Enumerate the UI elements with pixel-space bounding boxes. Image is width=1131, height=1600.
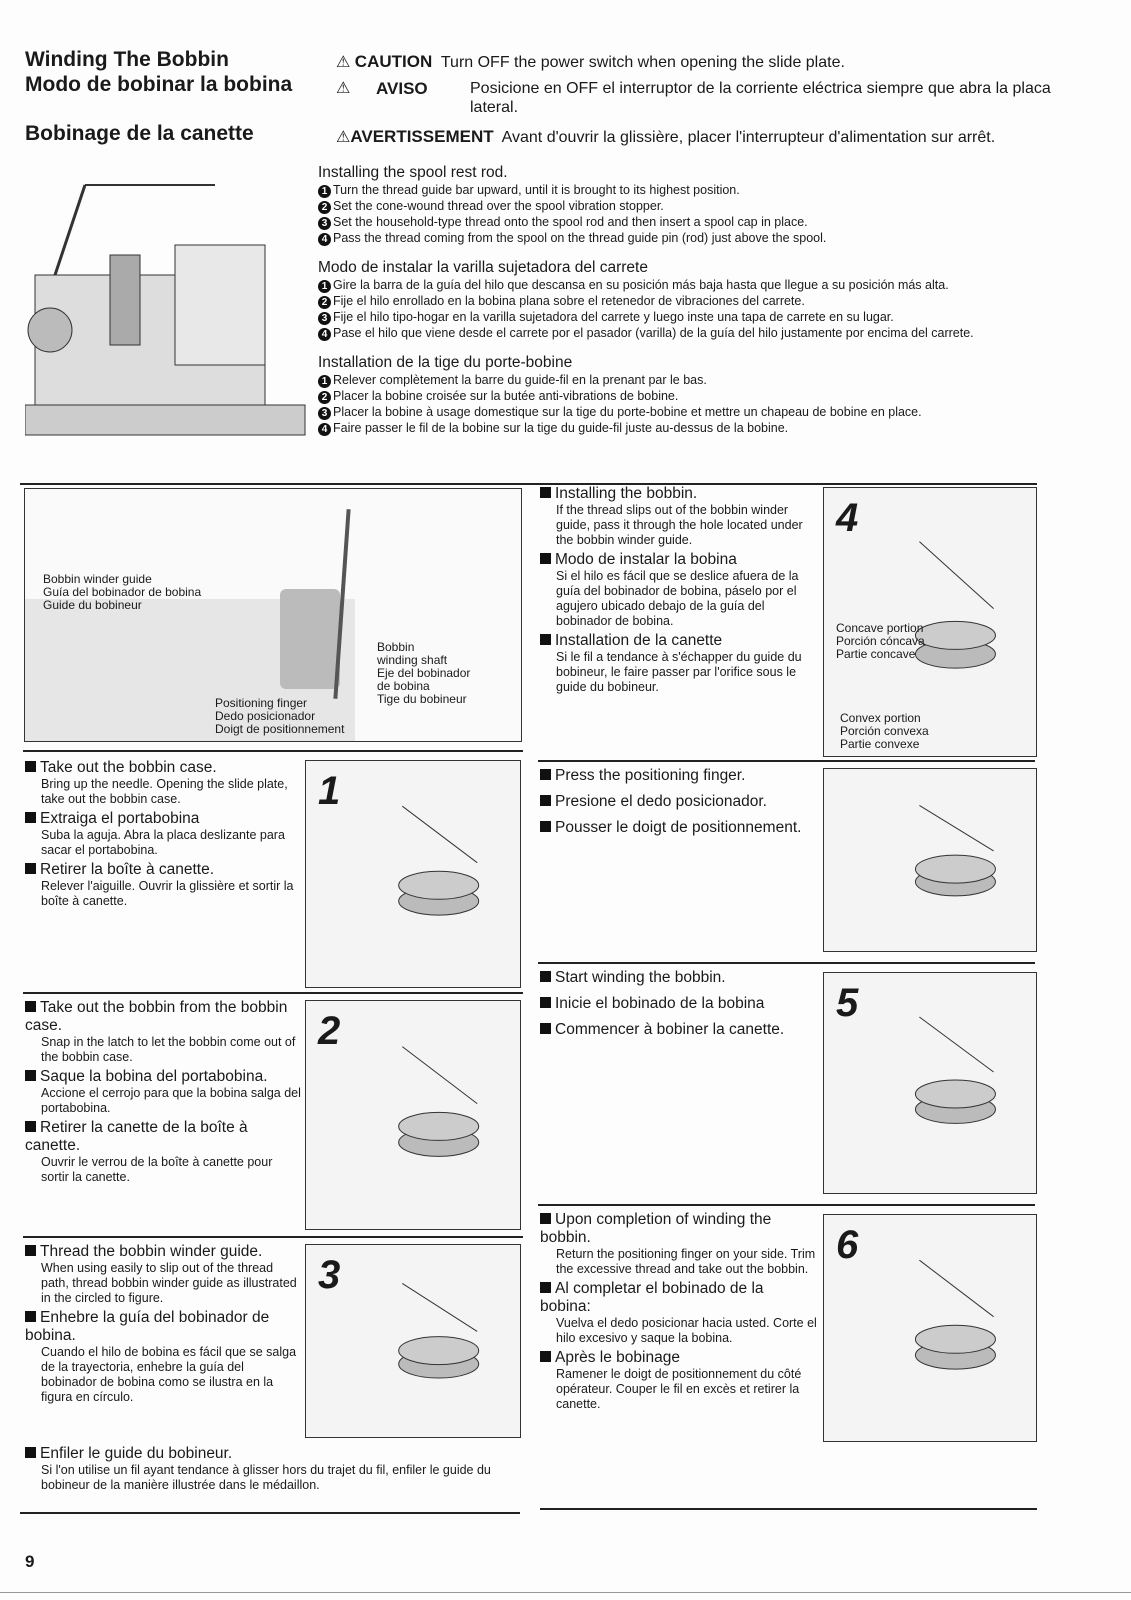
instruction-heading: Inicie el bobinado de la bobina [540,995,818,1013]
step-number-icon: 1 [318,375,331,388]
figure-step-number: 6 [836,1223,859,1267]
label-concave: Concave portion Porción cóncava Partie concave [836,621,925,661]
step-number-icon: 2 [318,391,331,404]
divider [20,1512,520,1514]
label-winding-shaft: Bobbin winding shaft Eje del bobinador de bobina Tige du bobineur [377,640,471,706]
instruction-section [540,482,818,697]
spool-step: 4 Pass the thread coming from the spool on the thread guide pin (rod) just above the spool. [318,230,1078,246]
step-figure [305,1244,521,1438]
spool-step: 2 Set the cone-wound thread over the spool vibration stopper. [318,198,1078,214]
step-number-icon: 1 [318,280,331,293]
instruction-heading: Al completar el bobinado de la bobina: [540,1280,818,1316]
instruction-heading: Enhebre la guía del bobinador de bobina. [25,1309,301,1345]
instruction-body: Si el hilo es fácil que se deslice afuera de la guía del bobinador de bobina, páselo por el agujero ubicado debajo de la guía del bobinador de bobina. [556,569,799,628]
instruction-item [540,767,818,785]
label-convex: Convex portion Porción convexa Partie convexe [840,711,929,751]
spool-block [318,258,1078,341]
instruction-body: Vuelva el dedo posicionar hacia usted. Corte el hilo excesivo y saque la bobina. [556,1316,817,1345]
instruction-item [540,995,818,1013]
instruction-item [540,1349,818,1412]
instruction-section [25,996,301,1187]
caution-en: ⚠ CAUTION Turn OFF the power switch when opening the slide plate. [336,52,845,71]
instruction-body: Si l'on utilise un fil ayant tendance à glisser hors du trajet du fil, enfiler le guide du bobineur de la manière illustrée dans le médaillon. [41,1463,491,1492]
step-number-icon: 2 [318,296,331,309]
instruction-heading: Retirer la canette de la boîte à canette. [25,1119,301,1155]
instruction-heading: Enfiler le guide du bobineur. [25,1445,520,1463]
instruction-heading: Thread the bobbin winder guide. [25,1243,301,1261]
instruction-item [25,1119,301,1185]
instruction-heading: Saque la bobina del portabobina. [25,1068,301,1086]
step-figure [823,487,1037,757]
instruction-section [540,1208,818,1414]
warning-icon: ⚠ [336,129,351,146]
figure-step-number: 5 [836,981,859,1025]
caution-fr: ⚠AVERTISSEMENT Avant d'ouvrir la glissière, placer l'interrupteur d'alimentation sur arrêt. [336,127,996,146]
instruction-heading: Retirer la boîte à canette. [25,861,301,879]
instruction-item [540,551,818,629]
divider [23,1236,523,1238]
spool-step: 4 Faire passer le fil de la bobine sur la tige du guide-fil juste au-dessus de la bobine. [318,420,1078,436]
spool-step: 2 Fije el hilo enrollado en la bobina plana sobre el retenedor de vibraciones del carrete. [318,293,1078,309]
instruction-body: Ouvrir le verrou de la boîte à canette pour sortir la canette. [41,1155,273,1184]
step-number-icon: 3 [318,407,331,420]
spool-block-title: Installation de la tige du porte-bobine [318,354,573,371]
instruction-item [25,810,301,858]
figure-step-number: 3 [318,1253,341,1297]
instruction-item [25,759,301,807]
instruction-section-wide [25,1442,520,1495]
instruction-item [540,1280,818,1346]
instruction-heading: Upon completion of winding the bobbin. [540,1211,818,1247]
instruction-section [540,966,818,1047]
spool-instructions [318,155,1078,436]
divider [540,1508,1037,1510]
instruction-heading: Installing the bobbin. [540,485,818,503]
step-number-icon: 4 [318,233,331,246]
step-number-icon: 3 [318,312,331,325]
instruction-item [540,969,818,987]
instruction-heading: Pousser le doigt de positionnement. [540,819,818,837]
instruction-body: Accione el cerrojo para que la bobina salga del portabobina. [41,1086,301,1115]
instruction-body: Suba la aguja. Abra la placa deslizante para sacar el portabobina. [41,828,285,857]
scan-edge [0,1592,1131,1593]
instruction-body: If the thread slips out of the bobbin winder guide, pass it through the hole located under the bobbin winder guide. [556,503,803,547]
spool-step: 1 Relever complètement la barre du guide-fil en la prenant par le bas. [318,372,1078,388]
figure-step-number: 4 [836,496,859,540]
instruction-item [25,1445,520,1493]
title-es: Modo de bobinar la bobina [25,73,293,96]
figure-step-number: 2 [318,1009,341,1053]
step-figure [823,972,1037,1194]
step-figure [305,1000,521,1230]
warning-icon: ⚠ [336,54,351,71]
divider [20,483,1037,485]
instruction-body: Return the positioning finger on your side. Trim the excessive thread and take out the bobbin. [556,1247,816,1276]
sewing-machine-illustration [25,165,310,455]
step-number-icon: 1 [318,185,331,198]
step-number-icon: 3 [318,217,331,230]
step-figure [823,1214,1037,1442]
step-number-icon: 4 [318,328,331,341]
warning-icon: ⚠ [336,80,351,97]
step-number-icon: 2 [318,201,331,214]
instruction-heading: Installation de la canette [540,632,818,650]
spool-step: 2 Placer la bobine croisée sur la butée anti-vibrations de bobine. [318,388,1078,404]
instruction-item [540,632,818,695]
instruction-body: Relever l'aiguille. Ouvrir la glissière et sortir la boîte à canette. [41,879,294,908]
divider [538,1204,1035,1206]
instruction-item [540,819,818,837]
spool-step: 3 Fije el hilo tipo-hogar en la varilla sujetadora del carrete y luego inste una tapa de carrete en su lugar. [318,309,1078,325]
instruction-body: Cuando el hilo de bobina es fácil que se salga de la trayectoria, enhebre la guía del bobinador de bobina como se ilustra en la figura en círculo. [41,1345,297,1404]
spool-step: 3 Set the household-type thread onto the spool rod and then insert a spool cap in place. [318,214,1078,230]
instruction-heading: Press the positioning finger. [540,767,818,785]
spool-block-title: Installing the spool rest rod. [318,164,508,181]
instruction-section [25,756,301,911]
instruction-item [540,793,818,811]
spool-block-title: Modo de instalar la varilla sujetadora del carrete [318,259,648,276]
spool-step: 1 Turn the thread guide bar upward, until it is brought to its highest position. [318,182,1078,198]
instruction-body: Ramener le doigt de positionnement du côté opérateur. Couper le fil en excès et retirer la canette. [556,1367,802,1411]
caution-es: ⚠ AVISO Posicione en OFF el interruptor de la corriente eléctrica siempre que abra la placa lateral. [336,79,1051,116]
instruction-heading: Take out the bobbin from the bobbin case. [25,999,301,1035]
instruction-body: Bring up the needle. Opening the slide plate, take out the bobbin case. [41,777,288,806]
instruction-body: Snap in the latch to let the bobbin come out of the bobbin case. [41,1035,296,1064]
spool-block [318,353,1078,436]
instruction-heading: Start winding the bobbin. [540,969,818,987]
divider [538,760,1035,762]
instruction-section [540,764,818,845]
spool-step: 1 Gire la barra de la guía del hilo que descansa en su posición más baja hasta que llegue a su posición más alta. [318,277,1078,293]
bobbin-illustration [824,769,1036,951]
spool-step: 4 Pase el hilo que viene desde el carrete por el pasador (varilla) de la guía del hilo justamente por encima del carrete. [318,325,1078,341]
instruction-heading: Extraiga el portabobina [25,810,301,828]
instruction-heading: Commencer à bobiner la canette. [540,1021,818,1039]
instruction-item [540,485,818,548]
spool-block [318,163,1078,246]
label-winder-guide: Bobbin winder guide Guía del bobinador de bobina Guide du bobineur [43,572,202,612]
instruction-item [540,1021,818,1039]
instruction-body: When using easily to slip out of the thread path, thread bobbin winder guide as illustrated in the circled to figure. [41,1261,297,1305]
label-positioning-finger: Positioning finger Dedo posicionador Doigt de positionnement [215,696,345,736]
instruction-heading: Modo de instalar la bobina [540,551,818,569]
thread-path-diagram [24,488,522,742]
title-en: Winding The Bobbin [25,48,229,71]
divider [538,962,1035,964]
instruction-section [25,1240,301,1407]
instruction-item [25,1243,301,1306]
instruction-item [25,999,301,1065]
spool-step: 3 Placer la bobine à usage domestique sur la tige du porte-bobine et mettre un chapeau de bobine en place. [318,404,1078,420]
step-figure [305,760,521,988]
figure-step-number: 1 [318,769,341,813]
divider [23,750,523,752]
instruction-heading: Take out the bobbin case. [25,759,301,777]
instruction-item [540,1211,818,1277]
step-figure [823,768,1037,952]
instruction-item [25,1068,301,1116]
instruction-item [25,1309,301,1405]
divider [23,992,523,994]
instruction-heading: Presione el dedo posicionador. [540,793,818,811]
instruction-heading: Après le bobinage [540,1349,818,1367]
title-fr: Bobinage de la canette [25,122,254,145]
page-number: 9 [25,1552,35,1571]
step-number-icon: 4 [318,423,331,436]
instruction-item [25,861,301,909]
instruction-body: Si le fil a tendance à s'échapper du guide du bobineur, le faire passer par l'orifice sous le guide du bobineur. [556,650,802,694]
